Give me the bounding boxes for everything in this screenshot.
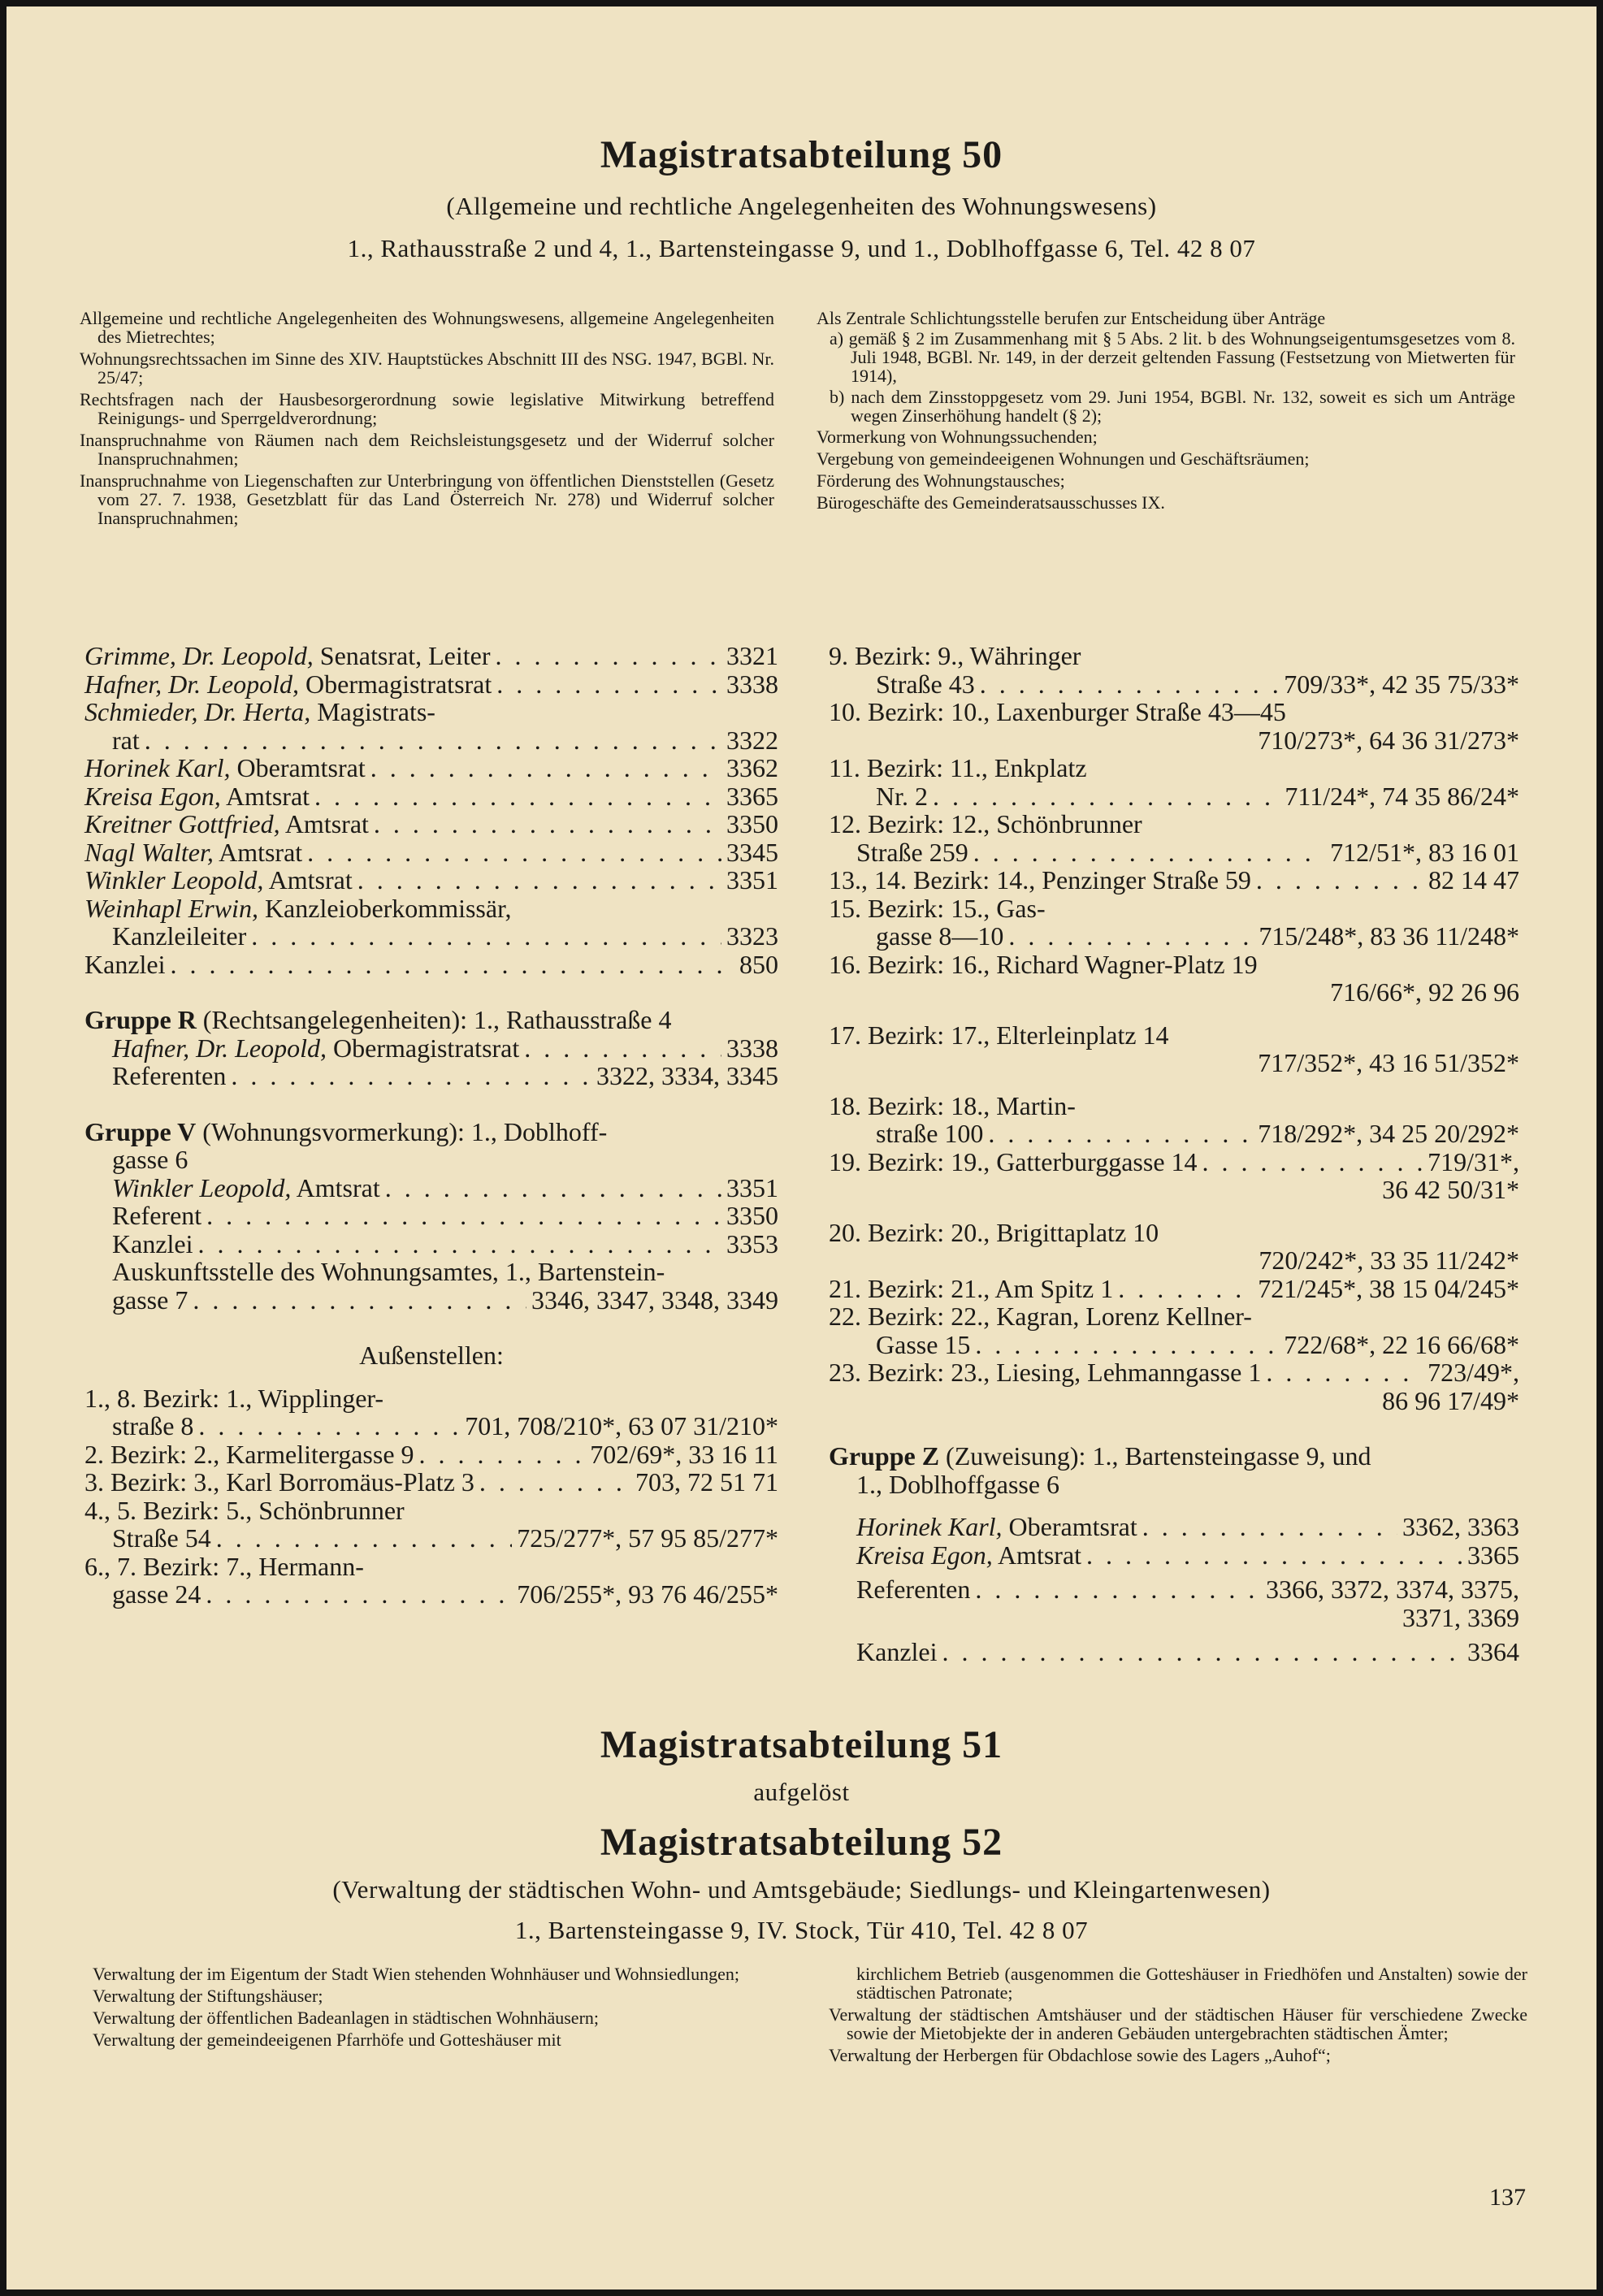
gruppe-z-header-cont: 1., Doblhoffgasse 6 <box>856 1469 1060 1499</box>
aussen-row: 2. Bezirk: 2., Karmelitergasse 9 . . . 702/69*, 33 16 11 <box>84 1440 778 1469</box>
gruppe-r-referenten: Referenten . . . 3322, 3334, 3345 <box>84 1062 778 1090</box>
gruppe-z-referenten: Referenten . . . 3366, 3372, 3374, 3375, <box>829 1575 1519 1604</box>
aussen-row-cont: straße 8 . . . 701, 708/210*, 63 07 31/210* <box>84 1412 778 1440</box>
staff-row: Grimme, Dr. Leopold, Senatsrat, Leiter . . . 3321 <box>84 642 778 670</box>
ma50-right-column <box>829 642 1519 1666</box>
aussen-row-tel: 710/273*, 64 36 31/273* <box>1258 725 1519 755</box>
staff-row: Horinek Karl, Oberamtsrat . . . 3362 <box>84 754 778 782</box>
aussen-row-cont: Straße 259 . . . 712/51*, 83 16 01 <box>829 838 1519 867</box>
task-item: Inanspruchnahme von Räumen nach dem Reichsleistungsgesetz und der Widerruf solcher Inanspruchnahmen; <box>80 430 774 469</box>
aussen-row: 23. Bezirk: 23., Liesing, Lehmanngasse 1 . . . 723/49*, <box>829 1358 1519 1387</box>
task-item: Rechtsfragen nach der Hausbesorgerordnung sowie legislative Mitwirkung betreffend Reinigungs- und Sperrgeldverordnung; <box>80 389 774 428</box>
staff-row: Nagl Walter, Amtsrat . . . 3345 <box>84 838 778 867</box>
ma52-subtitle: (Verwaltung der städtischen Wohn- und Amtsgebäude; Siedlungs- und Kleingartenwesen) <box>332 1875 1271 1904</box>
aussen-row: 10. Bezirk: 10., Laxenburger Straße 43—45 <box>829 697 1286 726</box>
ma50-address: 1., Rathausstraße 2 und 4, 1., Bartensteingasse 9, und 1., Doblhoffgasse 6, Tel. 42 8 07 <box>347 234 1256 262</box>
aussen-row-tel: 717/352*, 43 16 51/352* <box>1258 1048 1519 1077</box>
task-item: Allgemeine und rechtliche Angelegenheiten des Wohnungswesens, allgemeine Angelegenheiten des Mietrechtes; <box>80 308 774 347</box>
aussen-row: 9. Bezirk: 9., Währinger <box>829 641 1081 670</box>
aussen-row-cont: Nr. 2 . . . 711/24*, 74 35 86/24* <box>829 782 1519 811</box>
task-item: Inanspruchnahme von Liegenschaften zur Unterbringung von öffentlichen Dienststellen (Gesetz vom 27. 7. 1938, Gesetzblatt für das Land Österreich Nr. 278) und Widerruf solcher Inanspruchnahmen; <box>80 470 774 528</box>
ma52-tasks-left <box>93 1965 790 2052</box>
task-item: Bürogeschäfte des Gemeinderatsausschusses IX. <box>817 492 1165 513</box>
gruppe-z-person: Kreisa Egon, Amtsrat . . . 3365 <box>829 1541 1519 1570</box>
task-item: Förderung des Wohnungstausches; <box>817 470 1065 491</box>
gruppe-r-person: Hafner, Dr. Leopold, Obermagistratsrat . . . 3338 <box>84 1034 778 1063</box>
task-item: Verwaltung der im Eigentum der Stadt Wien stehenden Wohnhäuser und Wohnsiedlungen; <box>93 1964 739 1984</box>
aussen-row: 15. Bezirk: 15., Gas- <box>829 893 1046 923</box>
staff-row: Winkler Leopold, Amtsrat . . . 3351 <box>84 866 778 895</box>
aussen-row-tel: 720/242*, 33 35 11/242* <box>1259 1245 1519 1275</box>
gruppe-v-person: Winkler Leopold, Amtsrat . . . 3351 <box>84 1174 778 1202</box>
task-item: Verwaltung der Herbergen für Obdachlose sowie des Lagers „Auhof“; <box>829 2045 1331 2065</box>
staff-row-cont: rat . . . 3322 <box>84 726 778 755</box>
task-item: Verwaltung der Stiftungshäuser; <box>93 1986 323 2006</box>
gruppe-z-person: Horinek Karl, Oberamtsrat . . . 3362, 3363 <box>829 1513 1519 1541</box>
task-item: Als Zentrale Schlichtungsstelle berufen zur Entscheidung über Anträge <box>817 308 1326 328</box>
task-item: Verwaltung der städtischen Amtshäuser und der städtischen Häuser für verschiedene Zwecke sowie der Mietobjekte der in anderen Gebäuden untergebrachten städtischen Ämter; <box>829 2004 1527 2043</box>
aussen-row-tel: 716/66*, 92 26 96 <box>1330 977 1519 1007</box>
task-item: Vormerkung von Wohnungssuchenden; <box>817 427 1098 447</box>
ma52-title: Magistratsabteilung 52 <box>600 1821 1003 1864</box>
ma51-title: Magistratsabteilung 51 <box>600 1723 1003 1766</box>
ma52-tasks-right <box>829 1965 1527 2068</box>
aussen-row: 3. Bezirk: 3., Karl Borromäus-Platz 3 . . . 703, 72 51 71 <box>84 1468 778 1497</box>
gruppe-z-kanzlei: Kanzlei . . . 3364 <box>829 1638 1519 1666</box>
aussen-row-cont: Straße 54 . . . 725/277*, 57 95 85/277* <box>84 1524 778 1553</box>
staff-row: Weinhapl Erwin, Kanzleioberkommissär, <box>84 893 512 923</box>
task-subitem: b) nach dem Zinsstoppgesetz vom 29. Juni 1954, BGBl. Nr. 132, soweit es sich um Anträge wegen Zinserhöhung handelt (§ 2); <box>830 387 1515 426</box>
aussen-row: 21. Bezirk: 21., Am Spitz 1 . . . 721/245*, 38 15 04/245* <box>829 1275 1519 1303</box>
aussen-row-cont: straße 100 . . . 718/292*, 34 25 20/292* <box>829 1120 1519 1148</box>
task-item: Verwaltung der gemeindeeigenen Pfarrhöfe und Gotteshäuser mit <box>93 2030 561 2050</box>
aussen-row: 13., 14. Bezirk: 14., Penzinger Straße 59 . . . 82 14 47 <box>829 866 1519 895</box>
staff-row-cont: Kanzleileiter . . . 3323 <box>84 922 778 951</box>
aussen-row-cont: Straße 43 . . . 709/33*, 42 35 75/33* <box>829 670 1519 699</box>
aussen-row-cont: gasse 8—10 . . . 715/248*, 83 36 11/248* <box>829 922 1519 951</box>
staff-row: Kreisa Egon, Amtsrat . . . 3365 <box>84 782 778 811</box>
ma50-left-column <box>84 642 778 1609</box>
aussen-row: 12. Bezirk: 12., Schönbrunner <box>829 809 1142 838</box>
aussen-row-cont: Gasse 15 . . . 722/68*, 22 16 66/68* <box>829 1331 1519 1359</box>
aussen-row: 22. Bezirk: 22., Kagran, Lorenz Kellner- <box>829 1302 1252 1331</box>
document-page <box>6 6 1597 2290</box>
task-item: Vergebung von gemeindeeigenen Wohnungen und Geschäftsräumen; <box>817 448 1310 469</box>
gruppe-v-referent: Referent . . . 3350 <box>84 1202 778 1230</box>
gruppe-v-auskunft: Auskunftsstelle des Wohnungsamtes, 1., Bartenstein- <box>112 1257 665 1286</box>
gruppe-z-referenten-cont: 3371, 3369 <box>1402 1602 1519 1632</box>
staff-row: Schmieder, Dr. Herta, Magistrats- <box>84 697 435 726</box>
aussen-row-cont: gasse 24 . . . 706/255*, 93 76 46/255* <box>84 1580 778 1609</box>
gruppe-v-auskunft-cont: gasse 7 . . . 3346, 3347, 3348, 3349 <box>84 1286 778 1315</box>
task-item: Verwaltung der öffentlichen Badeanlagen in städtischen Wohnhäusern; <box>93 2008 600 2028</box>
gruppe-r-header: Gruppe R (Rechtsangelegenheiten): 1., Rathausstraße 4 <box>84 1005 672 1034</box>
aussen-row: 4., 5. Bezirk: 5., Schönbrunner <box>84 1495 405 1525</box>
aussenstellen-title: Außenstellen: <box>359 1341 504 1370</box>
page-number: 137 <box>1489 2184 1526 2211</box>
aussen-row: 17. Bezirk: 17., Elterleinplatz 14 <box>829 1020 1169 1050</box>
aussen-row: 18. Bezirk: 18., Martin- <box>829 1090 1076 1120</box>
gruppe-v-header-cont: gasse 6 <box>112 1145 188 1174</box>
task-item-cont: kirchlichem Betrieb (ausgenommen die Gotteshäuser in Friedhöfen und Anstalten) sowie der städtischen Patronate; <box>856 1964 1527 2003</box>
ma50-tasks-right <box>817 309 1515 515</box>
gruppe-z-header: Gruppe Z (Zuweisung): 1., Bartensteingasse 9, und <box>829 1441 1371 1471</box>
kanzlei-row: Kanzlei . . . 850 <box>84 951 778 979</box>
staff-row: Kreitner Gottfried, Amtsrat . . . 3350 <box>84 810 778 838</box>
aussen-row: 16. Bezirk: 16., Richard Wagner-Platz 19 <box>829 949 1258 979</box>
ma51-subtitle: aufgelöst <box>753 1778 850 1806</box>
aussen-row: 6., 7. Bezirk: 7., Hermann- <box>84 1551 364 1581</box>
task-subitem: a) gemäß § 2 im Zusammenhang mit § 5 Abs. 2 lit. b des Wohnungseigentumsgesetzes vom 8. Juli 1948, BGBl. Nr. 149, in der derzeit geltenden Fassung (Festsetzung von Mietwerten für 1914), <box>830 328 1515 386</box>
aussen-row-tel: 86 96 17/49* <box>1382 1385 1519 1415</box>
aussen-row: 11. Bezirk: 11., Enkplatz <box>829 753 1087 782</box>
ma50-tasks-left <box>80 309 774 531</box>
gruppe-v-header: Gruppe V (Wohnungsvormerkung): 1., Doblhoff- <box>84 1116 608 1146</box>
aussen-row-tel: 36 42 50/31* <box>1382 1175 1519 1204</box>
aussen-row: 20. Bezirk: 20., Brigittaplatz 10 <box>829 1217 1159 1247</box>
task-item: Wohnungsrechtssachen im Sinne des XIV. Hauptstückes Abschnitt III des NSG. 1947, BGBl. Nr. 25/47; <box>80 349 774 388</box>
ma52-address: 1., Bartensteingasse 9, IV. Stock, Tür 410, Tel. 42 8 07 <box>514 1916 1089 1944</box>
ma50-subtitle: (Allgemeine und rechtliche Angelegenheiten des Wohnungswesens) <box>446 192 1157 220</box>
aussen-row: 19. Bezirk: 19., Gatterburggasse 14 . . . 719/31*, <box>829 1148 1519 1176</box>
ma50-title: Magistratsabteilung 50 <box>600 133 1003 176</box>
staff-row: Hafner, Dr. Leopold, Obermagistratsrat . . . 3338 <box>84 670 778 699</box>
aussen-row: 1., 8. Bezirk: 1., Wipplinger- <box>84 1383 384 1413</box>
gruppe-v-kanzlei: Kanzlei . . . 3353 <box>84 1230 778 1258</box>
